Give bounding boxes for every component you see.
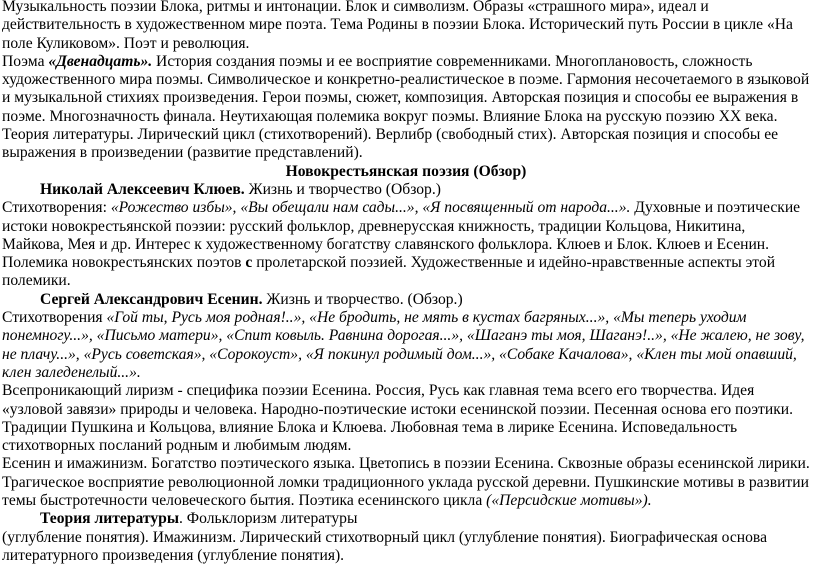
klyuev-poems-lead: Стихотворения: <box>2 199 111 217</box>
klyuev-paragraph <box>2 199 810 290</box>
poem-description: История создания поэмы и ее восприятие современниками. Многоплановость, сложность художественного мира поэмы. Символическое и конкретно-реалистическое в поэме. Гармония несочетаемого в языковой и музыкальной стихиях произведения. Герои поэмы, сюжет, композиция. Авторская позиция и способы ее выражения в поэме. Многозначность финала. Неутихающая полемика вокруг поэмы. Влияние Блока на русскую поэзию XX века. <box>2 52 810 125</box>
section-heading: Новокрестьянская поэзия (Обзор) <box>285 162 527 180</box>
document-page <box>2 0 810 565</box>
klyuev-text-1: Духовные и поэтические истоки новокрестьянской поэзии: русский фольклор, древнерусская книжность, традиции Кольцова, Никитина, Майкова, Мея и др. Интерес к художественному богатству славянского фольклора. Клюев и Блок. Клюев и Есенин. Полемика новокрестьянских поэтов <box>2 199 801 272</box>
esenin-poems-lead: Стихотворения <box>2 309 107 327</box>
paragraph-blok-music: Музыкальность поэзии Блока, ритмы и интонации. Блок и символизм. Образы «страшного мира», идеал и действительность в художественном мире поэта. Тема Родины в поэзии Блока. Исторический путь России в цикле «На поле Куликовом». Поэт и революция. <box>2 0 793 52</box>
klyuev-header <box>2 181 810 199</box>
paragraph-twelve-poem <box>2 53 810 126</box>
klyuev-name: Николай Алексеевич Клюев. <box>40 180 245 198</box>
esenin-poems-paragraph <box>2 309 810 382</box>
theory-label: Теория литературы <box>40 510 179 528</box>
klyuev-text-2: пролетарской поэзией. Художественные и идейно-нравственные аспекты этой полемики. <box>2 254 776 290</box>
poem-lead: Поэма <box>2 52 49 70</box>
esenin-cycle-title: («Персидские мотивы»). <box>486 492 652 510</box>
esenin-imaginism-text: Есенин и имажинизм. Богатство поэтического языка. Цветопись в поэзии Есенина. Сквозные образы есенинской лирики. Трагическое восприятие революционной ломки традиционного уклада русской деревни. Пушкинские мотивы в развитии темы быстротечности человеческого бытия. Поэтика есенинского цикла <box>2 455 810 510</box>
klyuev-subtitle: Жизнь и творчество (Обзор.) <box>244 180 441 198</box>
esenin-poems: «Гой ты, Русь моя родная!..», «Не бродить, не мять в кустах багряных...», «Мы теперь уходим понемногу...», «Письмо матери», «Спит ковыль. Равнина дорогая...», «Шаганэ ты моя, Шаганэ!..», «Не жалею, не зову, не плачу...», «Русь советская», «Сорокоуст», «Я покинул родимый дом...», «Собаке Качалова», «Клен ты мой опавший, клен заледенелый...». <box>2 309 805 381</box>
theory-text-1: . Фольклоризм литературы <box>179 510 358 528</box>
theory-header <box>2 510 810 528</box>
paragraph-theory-lyric-cycle: Теория литературы. Лирический цикл (стихотворений). Верлибр (свободный стих). Авторская позиция и способы ее выражения в произведении (развитие представлений). <box>2 126 779 162</box>
esenin-header <box>2 291 810 309</box>
klyuev-bold-c: с <box>245 254 253 272</box>
poem-title: «Двенадцать». <box>48 52 153 70</box>
esenin-imaginism-paragraph <box>2 455 810 510</box>
klyuev-poems: «Рожество избы», «Вы обещали нам сады...», «Я посвященный от народа...». <box>110 199 631 217</box>
theory-paragraph: (углубление понятия). Имажинизм. Лирический стихотворный цикл (углубление понятия). Биографическая основа литературного произведения (углубление понятия). <box>2 528 768 564</box>
esenin-subtitle: Жизнь и творчество. (Обзор.) <box>262 290 463 308</box>
esenin-lyricism-paragraph: Всепроникающий лиризм - специфика поэзии Есенина. Россия, Русь как главная тема всего его творчества. Идея «узловой завязи» природы и человека. Народно-поэтические истоки есенинской поэзии. Песенная основа его поэтики. Традиции Пушкина и Кольцова, влияние Блока и Клюева. Любовная тема в лирике Есенина. Исповедальность стихотворных посланий родным и любимым людям. <box>2 382 794 455</box>
esenin-name: Сергей Александрович Есенин. <box>40 290 263 308</box>
